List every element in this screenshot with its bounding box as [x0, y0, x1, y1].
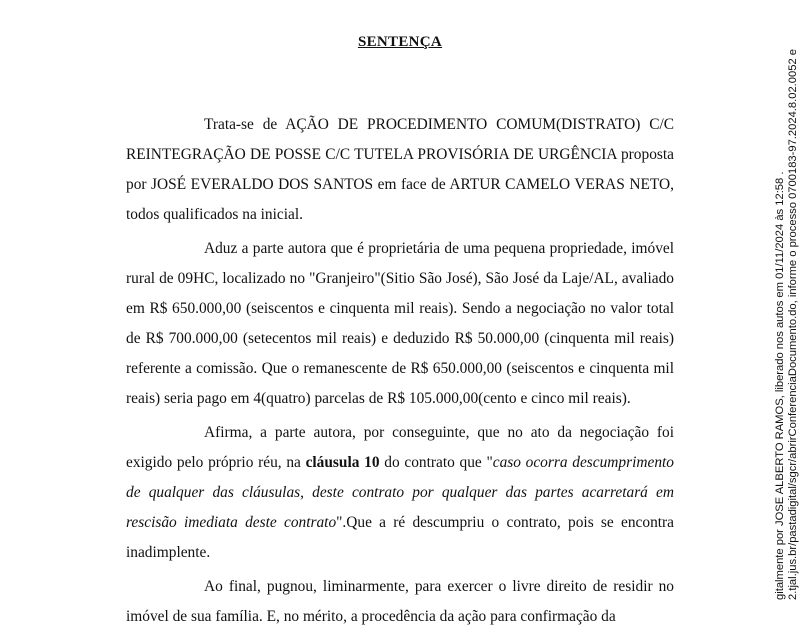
- paragraph-4-text: Ao final, pugnou, liminarmente, para exercer o livre direito de residir no imóvel de sua família. E, no mérito, a procedência da ação para confirmação da: [126, 578, 674, 625]
- paragraph-2-text: Aduz a parte autora que é proprietária de uma pequena propriedade, imóvel rural de 09HC, localizado no "Granjeiro"(Sitio São José), São José da Laje/AL, avaliado em R$ 650.000,00 (seiscentos e cinquenta mil reais). Sendo a negociação no valor total de R$ 700.000,00 (setecentos mil reais) e deduzido R$ 50.000,00 (cinquenta mil reais) referente a comissão. Que o remanescente de R$ 650.000,00 (seiscentos e cinquenta mil reais) seria pago em 4(quatro) parcelas de R$ 105.000,00(cento e cinco mil reais).: [126, 240, 674, 407]
- side-signature-stamp: [774, 0, 800, 600]
- paragraph-4: [126, 572, 674, 632]
- paragraph-3-text: do contrato que ": [379, 454, 493, 471]
- document-title: SENTENÇA: [357, 34, 443, 50]
- paragraph-1: [126, 110, 674, 230]
- paragraph-1-text: Trata-se de AÇÃO DE PROCEDIMENTO COMUM(DISTRATO) C/C REINTEGRAÇÃO DE POSSE C/C TUTELA PROVISÓRIA DE URGÊNCIA proposta por JOSÉ EVERALDO DOS SANTOS em face de ARTUR CAMELO VERAS NETO, todos qualificados na inicial.: [126, 116, 674, 223]
- paragraph-3: [126, 418, 674, 568]
- paragraph-3-text: Afirma, a parte autora, por conseguinte, que no ato da negociação foi exigido pelo próprio réu, na: [126, 424, 674, 471]
- clause-quote: caso ocorra descumprimento de qualquer das cláusulas, deste contrato por qualquer das partes acarretará em rescisão imediata deste contrato: [126, 454, 674, 531]
- paragraph-2: [126, 234, 674, 414]
- signature-line: gitalmente por JOSE ALBERTO RAMOS, liberado nos autos em 01/11/2024 às 12:58 .: [774, 171, 786, 600]
- verification-line: 2.tjal.jus.br/pastadigital/sgcr/abrirConferenciaDocumento.do, informe o processo 0700183-97.2024.8.02.0052 e: [787, 48, 799, 600]
- clause-reference: cláusula 10: [305, 454, 380, 471]
- paragraph-3-text: ".Que a ré descumpriu o contrato, pois se encontra inadimplente.: [126, 514, 674, 561]
- document-body: [126, 110, 674, 636]
